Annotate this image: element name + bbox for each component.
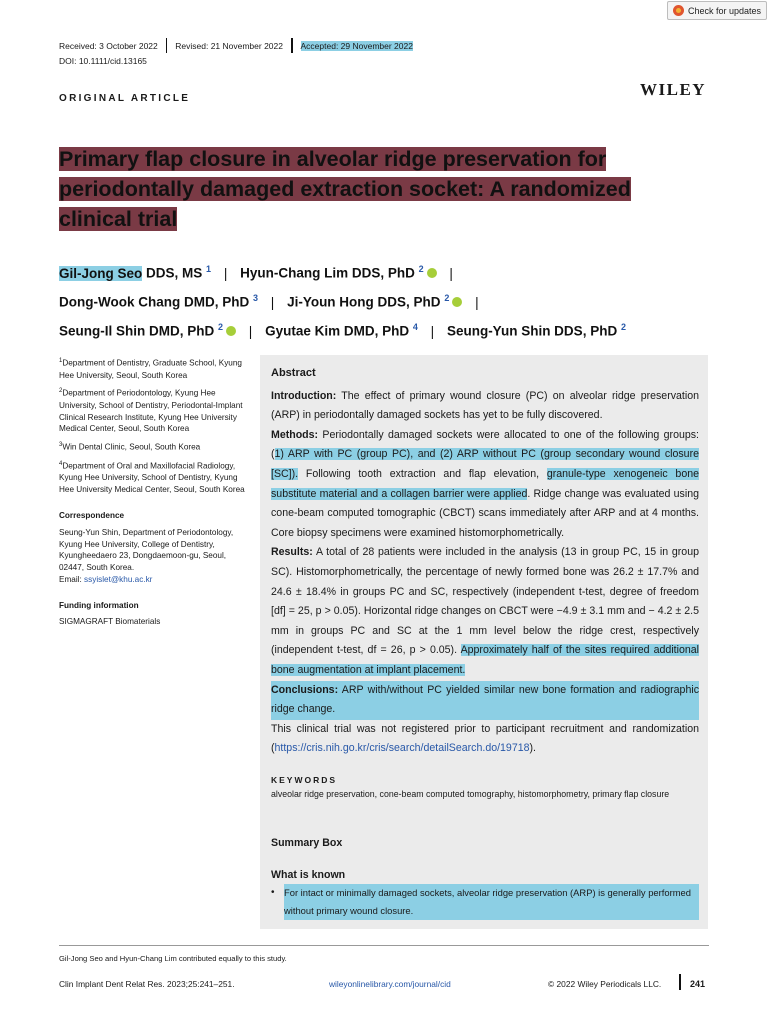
affiliation bbox=[59, 386, 249, 435]
affiliation-sup[interactable]: 2 bbox=[218, 322, 224, 332]
accepted-date: Accepted: 29 November 2022 bbox=[300, 40, 413, 51]
copyright: © 2022 Wiley Periodicals LLC. bbox=[548, 979, 662, 989]
affiliation-text: Department of Oral and Maxillofacial Radiology, Kyung Hee University, School of Dentistry, Kyung Hee University Medical Center, Seoul, South Korea bbox=[59, 461, 245, 495]
affiliation-text: Department of Periodontology, Kyung Hee University, School of Dentistry, Periodontal-Implant Clinical Research Institute, Kyung Hee University Medical Center, Seoul, South Korea bbox=[59, 389, 243, 434]
abstract-introduction bbox=[271, 387, 699, 426]
affiliation-sup[interactable]: 2 bbox=[620, 322, 626, 332]
doi: DOI: 10.1111/cid.13165 bbox=[59, 56, 147, 66]
abstract bbox=[271, 364, 699, 759]
article-dates bbox=[59, 38, 413, 53]
email-label: Email: bbox=[59, 574, 85, 584]
author-name[interactable]: Hyun-Chang Lim DDS, PhD bbox=[240, 265, 415, 281]
section-text: Following tooth extraction and flap elevation, bbox=[298, 467, 547, 480]
affiliation-number: 2 bbox=[59, 388, 63, 395]
author-name[interactable]: Gyutae Kim DMD, PhD bbox=[265, 323, 410, 339]
date-separator bbox=[166, 38, 168, 53]
funding-text: SIGMAGRAFT Biomaterials bbox=[59, 617, 161, 627]
orcid-icon[interactable] bbox=[452, 297, 462, 307]
section-text: . Ridge change was evaluated using cone-beam computed tomographic (CBCT) scans immediately after ARP and at 4 months. Core biopsy specimens were examined histomorphometrically. bbox=[271, 487, 699, 539]
author-separator: | bbox=[248, 323, 253, 339]
correspondence-text bbox=[59, 527, 249, 586]
section-label: Methods: bbox=[271, 428, 319, 441]
keywords-heading: KEYWORDS bbox=[271, 775, 338, 785]
abstract-results bbox=[271, 543, 699, 680]
footer-separator bbox=[679, 974, 681, 990]
bullet-item bbox=[271, 884, 699, 920]
affiliation bbox=[59, 356, 249, 381]
funding-heading: Funding information bbox=[59, 600, 139, 610]
author-separator: | bbox=[270, 294, 275, 310]
section-text: A total of 28 patients were included in the analysis (13 in group PC, 15 in group SC). Histomorphometrically, the percentage of newly formed bone was 26.2 ± 17.7% and 24.6 ± 18.4% in groups PC and SC, respectively (independent t-test, degree of freedom [df] = 25, p > 0.05). Horizontal ridge changes on CBCT were −4.9 ± 3.1 mm and − 4.2 ± 2.5 mm in groups PC and SC at the 1 mm level below the ridge crest, respectively (independent t-test, df = 26, p > 0.05). bbox=[271, 546, 699, 657]
date-separator bbox=[291, 38, 293, 53]
footnote: Gil-Jong Seo and Hyun-Chang Lim contributed equally to this study. bbox=[59, 954, 287, 963]
bullet-text: For intact or minimally damaged sockets, alveolar ridge preservation (ARP) is generally performed without primary wound closure. bbox=[284, 884, 699, 920]
registry-link[interactable]: https://cris.nih.go.kr/cris/search/detailSearch.do/19718 bbox=[274, 742, 530, 755]
section-label: Introduction: bbox=[271, 389, 337, 402]
affiliation-sup[interactable]: 1 bbox=[206, 264, 212, 274]
keywords: alveolar ridge preservation, cone-beam computed tomography, histomorphometry, primary flap closure bbox=[271, 789, 670, 799]
section-label: Conclusions: bbox=[271, 683, 339, 696]
section-text: This clinical trial was not registered prior to participant recruitment and randomization ( bbox=[271, 722, 699, 755]
summary-box-heading: Summary Box bbox=[271, 837, 343, 849]
highlighted-text: granule-type xenogeneic bone substitute material and a collagen barrier were applied bbox=[271, 467, 699, 500]
section-text: ). bbox=[529, 742, 536, 755]
title-line: clinical trial bbox=[59, 207, 178, 231]
page-number: 241 bbox=[690, 979, 706, 989]
author-name[interactable]: Ji-Youn Hong DDS, PhD bbox=[287, 294, 441, 310]
journal-citation: Clin Implant Dent Relat Res. 2023;25:241–251. bbox=[59, 979, 235, 989]
correspondence-address: Seung-Yun Shin, Department of Periodontology, Kyung Hee University, College of Dentistry, Kyungheedaero 23, Dongdaemoon-gu, Seoul, 02447, South Korea. bbox=[59, 527, 234, 573]
affiliation-sup[interactable]: 2 bbox=[444, 293, 450, 303]
author-degree: DDS, MS bbox=[142, 265, 203, 281]
journal-url[interactable]: wileyonlinelibrary.com/journal/cid bbox=[329, 979, 451, 989]
affiliation-number: 3 bbox=[59, 442, 63, 449]
affiliation-number: 1 bbox=[59, 358, 63, 364]
author-name[interactable]: Seung-Yun Shin DDS, PhD bbox=[446, 323, 618, 339]
footnote-divider bbox=[59, 945, 709, 946]
what-is-known-heading: What is known bbox=[271, 869, 346, 881]
check-for-updates-button[interactable] bbox=[667, 1, 767, 20]
correspondence-heading: Correspondence bbox=[59, 510, 125, 520]
author-separator: | bbox=[475, 294, 479, 310]
author-separator: | bbox=[449, 265, 453, 281]
article-title bbox=[59, 144, 659, 234]
affiliation-number: 4 bbox=[59, 460, 63, 467]
affiliation bbox=[59, 440, 249, 454]
affiliations-column bbox=[59, 356, 249, 633]
author-name[interactable]: Seung-Il Shin DMD, PhD bbox=[59, 323, 215, 339]
author-name[interactable]: Gil-Jong Seo bbox=[59, 265, 143, 281]
affiliation-sup[interactable]: 3 bbox=[253, 293, 259, 303]
highlighted-text: 1) ARP with PC (group PC), and (2) ARP without PC (group secondary wound closure [SC]). bbox=[271, 448, 699, 480]
affiliation-sup[interactable]: 2 bbox=[418, 264, 424, 274]
orcid-icon[interactable] bbox=[427, 268, 437, 278]
title-line: periodontally damaged extraction socket: A randomized bbox=[59, 177, 631, 201]
crossmark-icon bbox=[673, 5, 684, 16]
affiliation-text: Department of Dentistry, Graduate School, Kyung Hee University, Seoul, South Korea bbox=[59, 358, 242, 380]
email-link[interactable]: ssyislet@khu.ac.kr bbox=[84, 574, 153, 584]
author-name[interactable]: Dong-Wook Chang DMD, PhD bbox=[59, 294, 250, 310]
highlighted-text: Approximately half of the sites required additional bone augmentation at implant placement. bbox=[271, 644, 699, 676]
section-text: The effect of primary wound closure (PC) on alveolar ridge preservation (ARP) in periodontally damaged sockets has yet to be fully discovered. bbox=[271, 389, 699, 422]
revised-date: Revised: 21 November 2022 bbox=[175, 40, 283, 51]
abstract-methods bbox=[271, 426, 699, 544]
abstract-conclusions bbox=[271, 681, 699, 720]
orcid-icon[interactable] bbox=[226, 326, 236, 336]
affiliation-text: Win Dental Clinic, Seoul, South Korea bbox=[62, 442, 201, 452]
publisher-logo: WILEY bbox=[640, 80, 707, 99]
affiliation-sup[interactable]: 4 bbox=[412, 322, 418, 332]
received-date: Received: 3 October 2022 bbox=[59, 40, 158, 51]
bullet-icon: • bbox=[271, 887, 275, 898]
section-label: Results: bbox=[271, 546, 313, 559]
section-text: Periodontally damaged sockets were allocated to one of the following groups: ( bbox=[271, 428, 699, 461]
author-list bbox=[59, 257, 739, 344]
author-separator: | bbox=[223, 265, 228, 281]
check-for-updates-label: Check for updates bbox=[688, 5, 762, 16]
article-type: ORIGINAL ARTICLE bbox=[59, 93, 191, 104]
author-separator: | bbox=[430, 323, 435, 339]
abstract-registration bbox=[271, 720, 699, 759]
affiliation bbox=[59, 459, 249, 496]
section-text: ARP with/without PC yielded similar new bone formation and radiographic ridge change. bbox=[271, 683, 699, 716]
abstract-heading: Abstract bbox=[271, 367, 316, 379]
title-line: Primary flap closure in alveolar ridge preservation for bbox=[59, 147, 607, 171]
